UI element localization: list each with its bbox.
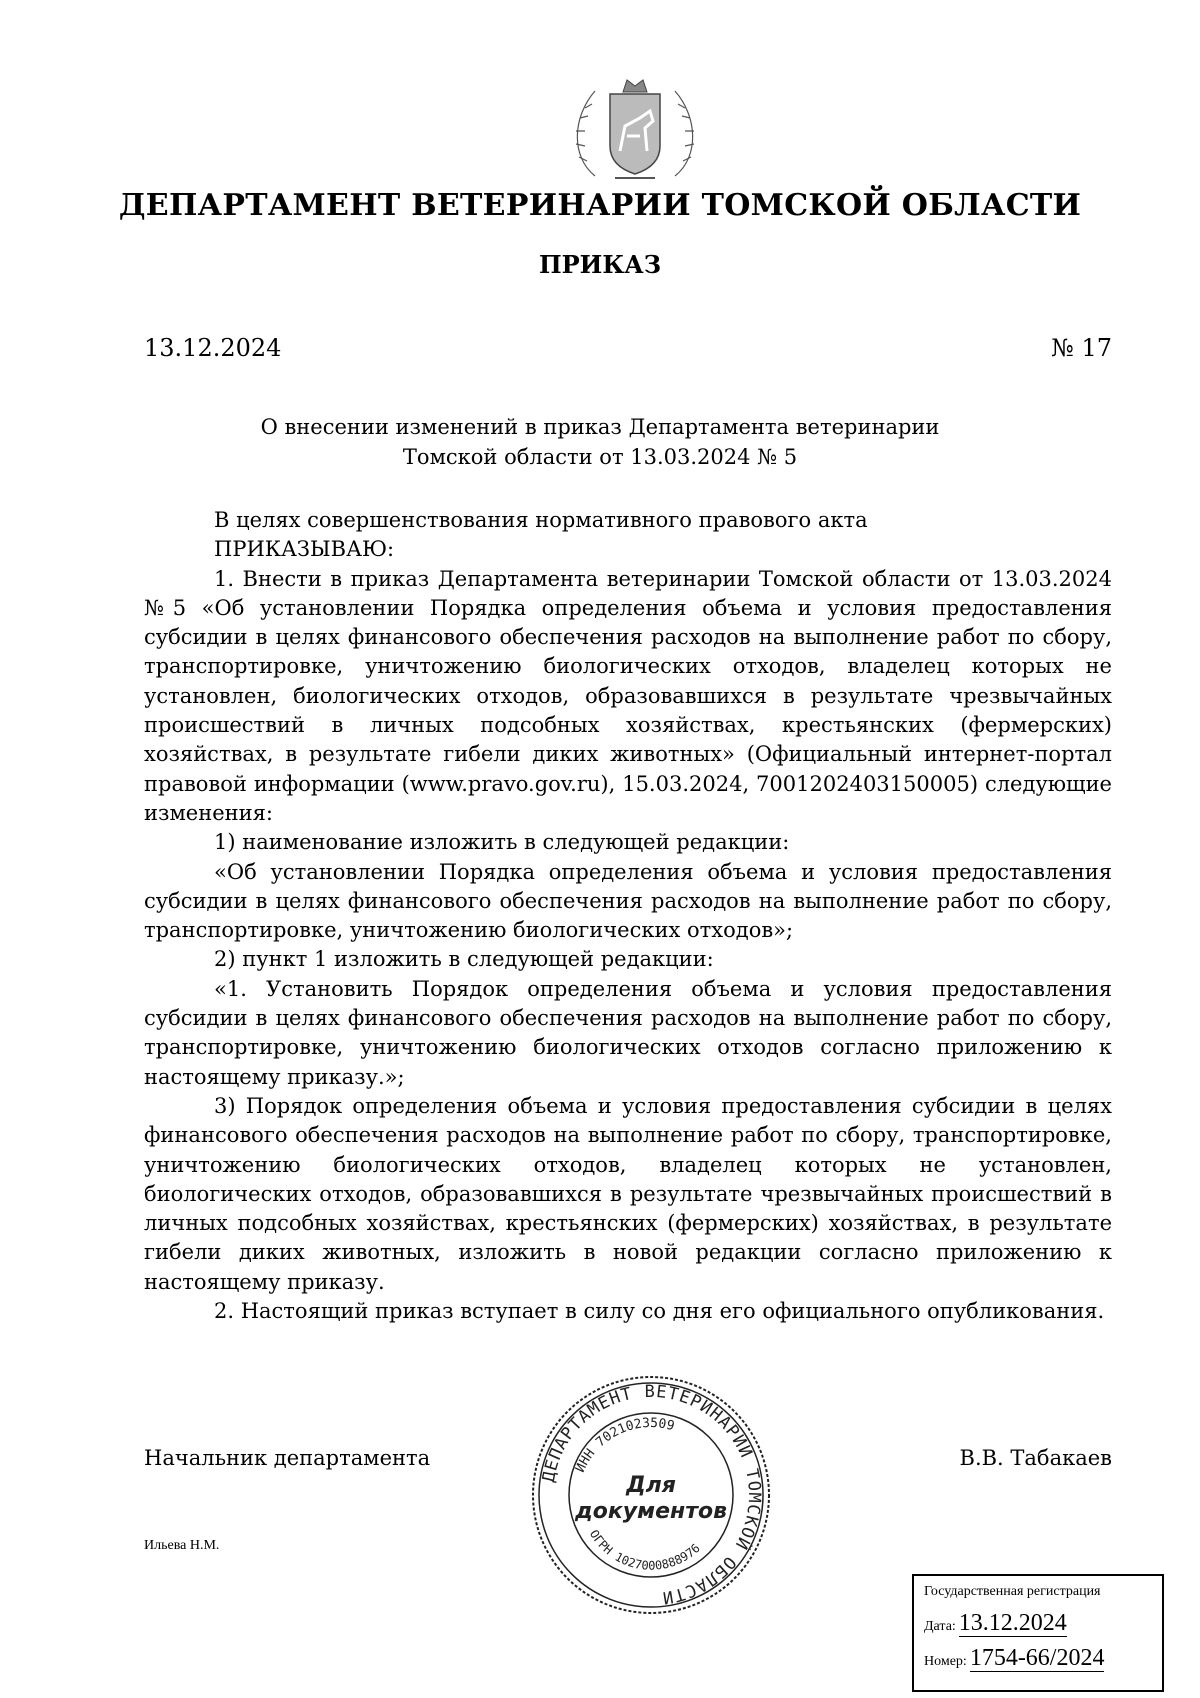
registration-date-row bbox=[924, 1610, 1152, 1637]
order-date: 13.12.2024 bbox=[144, 334, 282, 362]
order-body bbox=[144, 506, 1112, 1326]
stamp-center-line-1: Для bbox=[626, 1473, 676, 1498]
order-number: № 17 bbox=[1051, 334, 1112, 362]
registration-heading: Государственная регистрация bbox=[924, 1584, 1101, 1599]
coat-of-arms-emblem bbox=[565, 66, 705, 186]
registration-date-value: 13.12.2024 bbox=[958, 1610, 1067, 1636]
subject-line-2: Томской области от 13.03.2024 № 5 bbox=[402, 445, 798, 469]
subclause-2-text: «1. Установить Порядок определения объема и условия предоставления субсидии в целях финансового обеспечения расходов на выполнение работ по сбору, транспортировке, уничтожению биологических отходов согласно приложению к настоящему приказу.»; bbox=[144, 976, 1112, 1089]
clause-1: 1. Внести в приказ Департамента ветеринарии Томской области от 13.03.2024 №5 «Об установлении Порядка определения объема и условия предоставления субсидии в целях финансового обеспечения расходов на выполнение работ по сбору, транспортировке, уничтожению биологических отходов, владелец которых не установлен, биологических отходов, образовавшихся в результате чрезвычайных происшествий в личных подсобных хозяйствах, крестьянских (фермерских) хозяйствах, в результате гибели диких животных» (Официальный интернет-портал правовой информации (www.pravo.gov.ru), 15.03.2024, 7001202403150005) следующие изменения: bbox=[144, 566, 1112, 825]
registration-date-label: Дата: bbox=[924, 1619, 956, 1634]
executor-name: Ильева Н.М. bbox=[144, 1538, 220, 1553]
signatory-name: В.В. Табакаев bbox=[959, 1446, 1112, 1470]
subclause-3: 3) Порядок определения объема и условия предоставления субсидии в целях финансового обеспечения расходов на выполнение работ по сбору, транспортировке, уничтожению биологических отходов, владелец которых не установлен, биологических отходов, образовавшихся в результате чрезвычайных происшествий в личных подсобных хозяйствах, крестьянских (фермерских) хозяйствах, в результате гибели диких животных, изложить в новой редакции согласно приложению к настоящему приказу. bbox=[144, 1093, 1112, 1294]
clause-2: 2. Настоящий приказ вступает в силу со дня его официального опубликования. bbox=[214, 1299, 1105, 1324]
subclause-1: 1) наименование изложить в следующей редакции: bbox=[214, 830, 790, 855]
order-subject bbox=[250, 412, 950, 472]
preamble: В целях совершенствования нормативного правового акта bbox=[214, 508, 868, 532]
document-type: ПРИКАЗ bbox=[538, 250, 662, 279]
department-title: ДЕПАРТАМЕНТ ВЕТЕРИНАРИИ ТОМСКОЙ ОБЛАСТИ bbox=[118, 188, 1082, 223]
stamp-outer-text: ДЕПАРТАМЕНТ ВЕТЕРИНАРИИ ТОМСКОЙ ОБЛАСТИ bbox=[538, 1381, 765, 1608]
stamp-center-line-2: документов bbox=[574, 1499, 728, 1524]
official-stamp bbox=[526, 1370, 776, 1620]
subclause-2: 2) пункт 1 изложить в следующей редакции: bbox=[214, 947, 714, 972]
registration-number-row bbox=[924, 1645, 1152, 1672]
stamp-inn: ИНН 7021023509 bbox=[573, 1415, 676, 1475]
signatory-title: Начальник департамента bbox=[144, 1446, 431, 1470]
svg-text:ОГРН 1027000888976 bbox=[587, 1527, 703, 1572]
registration-number-label: Номер: bbox=[924, 1654, 967, 1669]
registration-number-value: 1754-66/2024 bbox=[969, 1645, 1105, 1671]
subclause-1-text: «Об установлении Порядка определения объема и условия предоставления субсидии в целях финансового обеспечения расходов на выполнение работ по сбору, транспортировке, уничтожению биологических отходов»; bbox=[144, 859, 1112, 943]
subject-line-1: О внесении изменений в приказ Департамента ветеринарии bbox=[260, 415, 940, 439]
stamp-ogrn: ОГРН 1027000888976 bbox=[586, 1527, 703, 1573]
registration-box bbox=[912, 1574, 1164, 1692]
order-directive: ПРИКАЗЫВАЮ: bbox=[214, 537, 395, 562]
